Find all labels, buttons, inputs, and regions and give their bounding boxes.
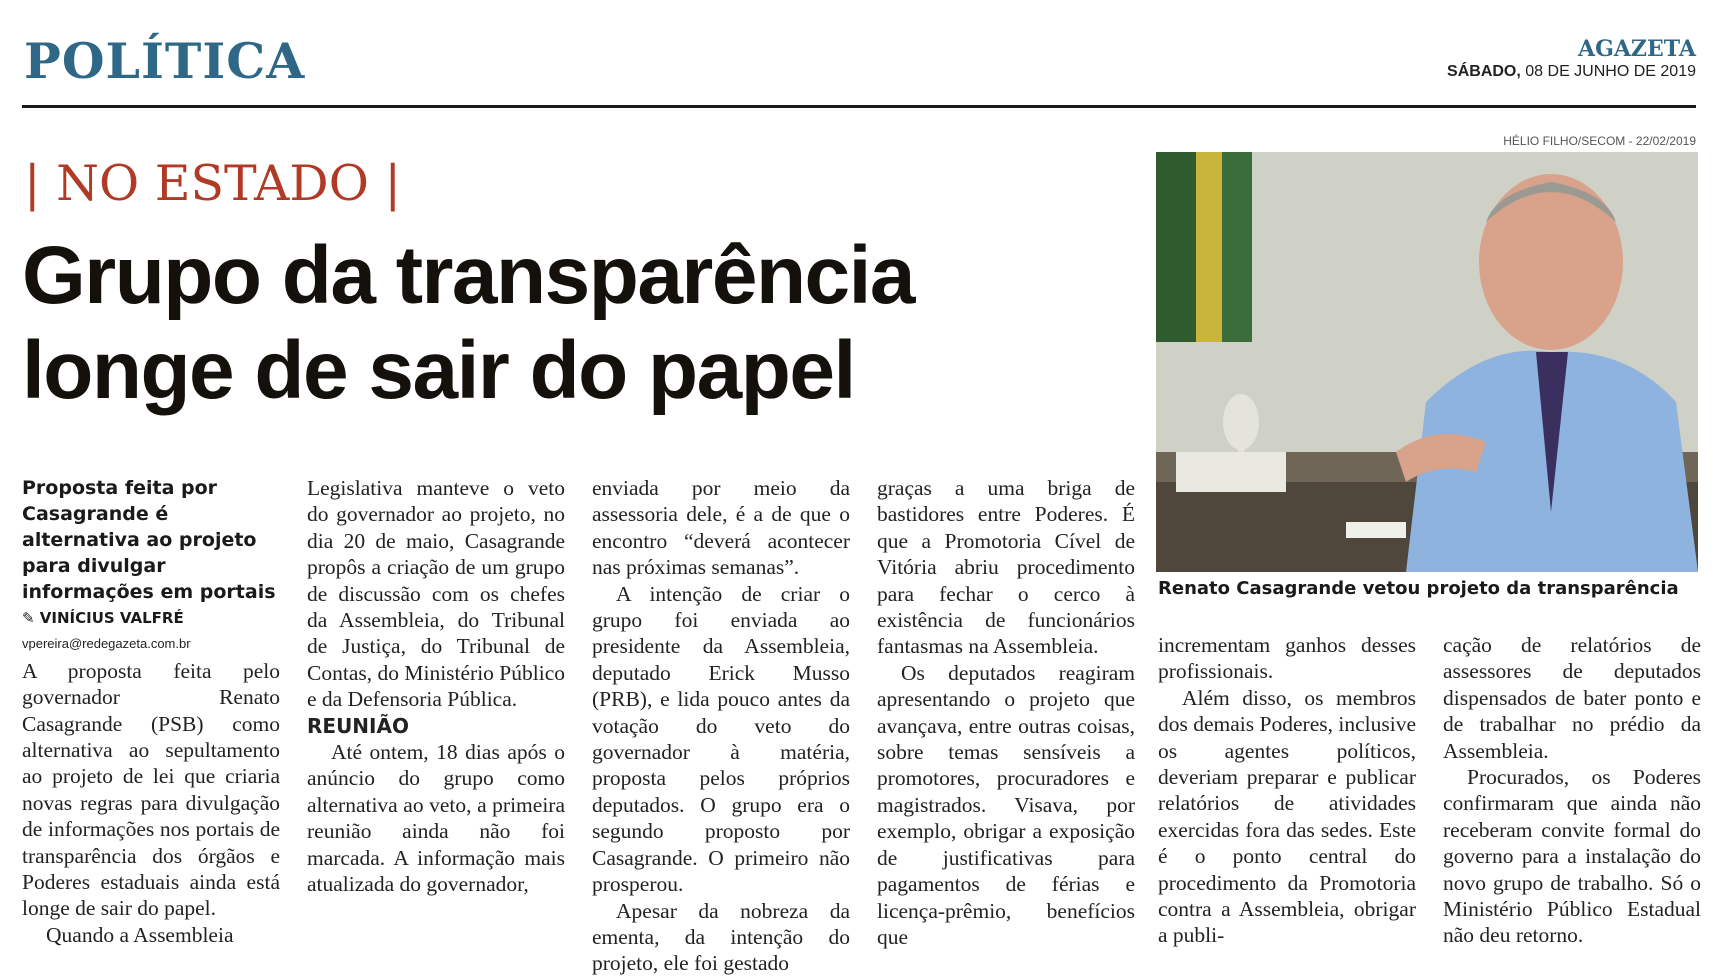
dek: Proposta feita por Casagrande é alternativa ao projeto para divulgar informações em portais: [22, 477, 276, 603]
paragraph: cação de relatórios de assessores de deputados dispensados de bater ponto e de trabalhar no prédio da Assembleia.: [1443, 633, 1701, 763]
paragraph: enviada por meio da assessoria dele, é a de que o encontro “deverá acontecer nas próximas semanas”.: [592, 476, 850, 580]
paragraph: Procurados, os Poderes confirmaram que ainda não receberam convite formal do governo para a instalação do novo grupo de trabalho. Só o Ministério Público Estadual não deu retorno.: [1443, 765, 1701, 948]
paragraph: incrementam ganhos desses profissionais.: [1158, 633, 1416, 684]
byline-email: vpereira@redegazeta.com.br: [22, 636, 191, 652]
paragraph: Apesar da nobreza da ementa, da intenção do projeto, ele foi gestado: [592, 898, 850, 976]
byline-author: ✎ VINÍCIUS VALFRÉ: [22, 609, 184, 627]
section-title: POLÍTICA: [24, 32, 306, 90]
article-photo: [1156, 152, 1698, 572]
article-column-2: [307, 475, 565, 898]
issue-date-rest: 08 DE JUNHO DE 2019: [1525, 63, 1696, 80]
article-column-6: [1443, 632, 1701, 949]
article-column-1: [22, 475, 280, 948]
newspaper-logo: AGAZETA: [1578, 36, 1696, 62]
article-column-5: [1158, 632, 1416, 949]
issue-date-day: SÁBADO,: [1447, 63, 1521, 80]
paragraph: Os deputados reagiram apresentando o projeto que avançava, entre outras coisas, sobre temas sensíveis a promotores, procuradores e magistrados. Visava, por exemplo, obrigar a exposição de justificativas para pagamentos de férias e licença-prêmio, benefícios que: [877, 660, 1135, 949]
pen-icon: ✎: [22, 609, 40, 627]
paragraph: Quando a Assembleia: [46, 922, 234, 947]
kicker: | NO ESTADO |: [24, 155, 401, 212]
paragraph: A intenção de criar o grupo foi enviada ao presidente da Assembleia, deputado Erick Musso (PRB), e lida pouco antes da votação do veto do governador à matéria, proposta pelos próprios deputados. O grupo era o segundo proposto por Casagrande. O primeiro não prosperou.: [592, 581, 850, 897]
photo-caption: Renato Casagrande vetou projeto da transparência: [1158, 578, 1679, 599]
paragraph: graças a uma briga de bastidores entre Poderes. É que a Promotoria Cível de Vitória abriu procedimento para fechar o cerco à existência de funcionários fantasmas na Assembleia.: [877, 476, 1135, 659]
subhead: REUNIÃO: [307, 713, 409, 738]
paragraph: Além disso, os membros dos demais Poderes, inclusive os agentes políticos, deveriam preparar e publicar relatórios de atividades exercidas fora das sedes. Este é o ponto central do procedimento da Promotoria contra a Assembleia, obrigar a publi-: [1158, 685, 1416, 948]
paragraph: Legislativa manteve o veto do governador ao projeto, no dia 20 de maio, Casagrande propôs a criação de um grupo de discussão com os chefes da Assembleia, do Tribunal de Justiça, do Tribunal de Contas, do Ministério Público e da Defensoria Pública.: [307, 476, 565, 712]
article-column-3: [592, 475, 850, 977]
article-column-4: [877, 475, 1135, 950]
issue-date: [1447, 63, 1696, 81]
photo-credit: HÉLIO FILHO/SECOM - 22/02/2019: [1503, 134, 1696, 148]
paragraph: A proposta feita pelo governador Renato Casagrande (PSB) como alternativa ao sepultamento ao projeto de lei que criaria novas regras para divulgação de informações nos portais de transparência dos órgãos e Poderes estaduais ainda está longe de sair do papel.: [22, 658, 280, 921]
header-rule: [22, 105, 1696, 108]
headline: Grupo da transparência longe de sair do papel: [22, 230, 915, 416]
paragraph: Até ontem, 18 dias após o anúncio do grupo como alternativa ao veto, a primeira reunião ainda não foi marcada. A informação mais atualizada do governador,: [307, 740, 565, 897]
